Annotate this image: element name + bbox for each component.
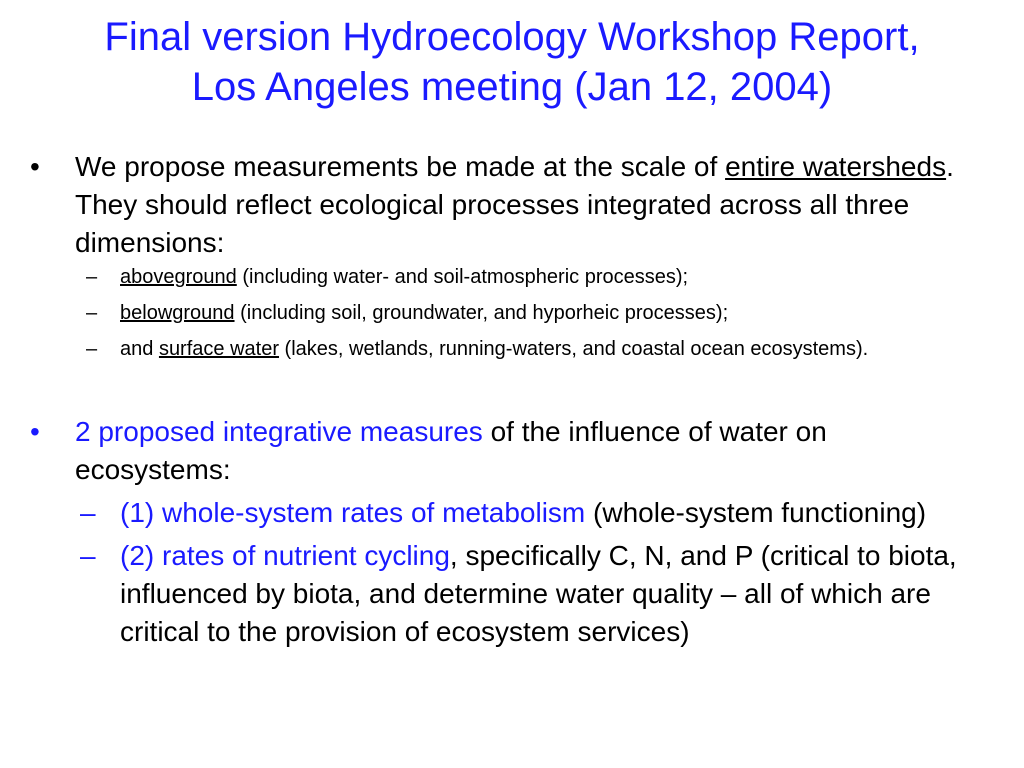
subbullet-surface-water <box>28 334 988 365</box>
bullet-marker: • <box>30 151 40 182</box>
highlighted-phrase: (1) whole-system rates of metabolism <box>120 497 586 528</box>
slide-body <box>28 148 988 651</box>
dash-marker: – <box>86 266 98 288</box>
subbullet-metabolism <box>28 494 988 532</box>
highlighted-phrase: (2) rates of nutrient cycling <box>120 540 450 571</box>
underlined-term: belowground <box>120 302 235 324</box>
dash-marker: – <box>80 540 96 571</box>
subbullet-belowground <box>28 298 988 329</box>
dash-marker: – <box>80 497 96 528</box>
subbullet-text: (including soil, groundwater, and hyporheic processes); <box>234 302 729 324</box>
highlighted-phrase: 2 proposed integrative measures <box>75 416 483 447</box>
underlined-term: entire watersheds <box>725 151 947 182</box>
bullet-watershed-scale <box>28 148 988 262</box>
slide-title-line-2: Los Angeles meeting (Jan 12, 2004) <box>191 65 833 109</box>
dash-marker: – <box>86 338 98 360</box>
subbullet-text: , specifically C, N, and P (critical to biota, influenced by biota, and determine water quality – all of which are critical to the provision of ecosystem services) <box>120 540 957 647</box>
subbullet-prefix: and <box>120 338 159 360</box>
subbullet-aboveground <box>28 262 988 293</box>
bullet-text: of the influence of water on ecosystems: <box>75 416 827 485</box>
bullet-integrative-measures <box>28 413 988 489</box>
slide-title <box>0 12 1024 112</box>
bullet-text: . They should reflect ecological processes integrated across all three dimensions: <box>75 151 954 258</box>
slide-title-line-1: Final version Hydroecology Workshop Report, <box>104 15 920 59</box>
underlined-term: surface water <box>158 338 279 360</box>
subbullet-text: (whole-system functioning) <box>585 497 927 528</box>
underlined-term: aboveground <box>120 266 237 288</box>
subbullet-nutrient-cycling <box>28 537 988 651</box>
dash-marker: – <box>86 302 98 324</box>
bullet-marker: • <box>30 416 40 447</box>
bullet-text: We propose measurements be made at the scale of <box>75 151 726 182</box>
subbullet-text: (lakes, wetlands, running-waters, and coastal ocean ecosystems). <box>279 338 869 360</box>
subbullet-text: (including water- and soil-atmospheric processes); <box>236 266 689 288</box>
